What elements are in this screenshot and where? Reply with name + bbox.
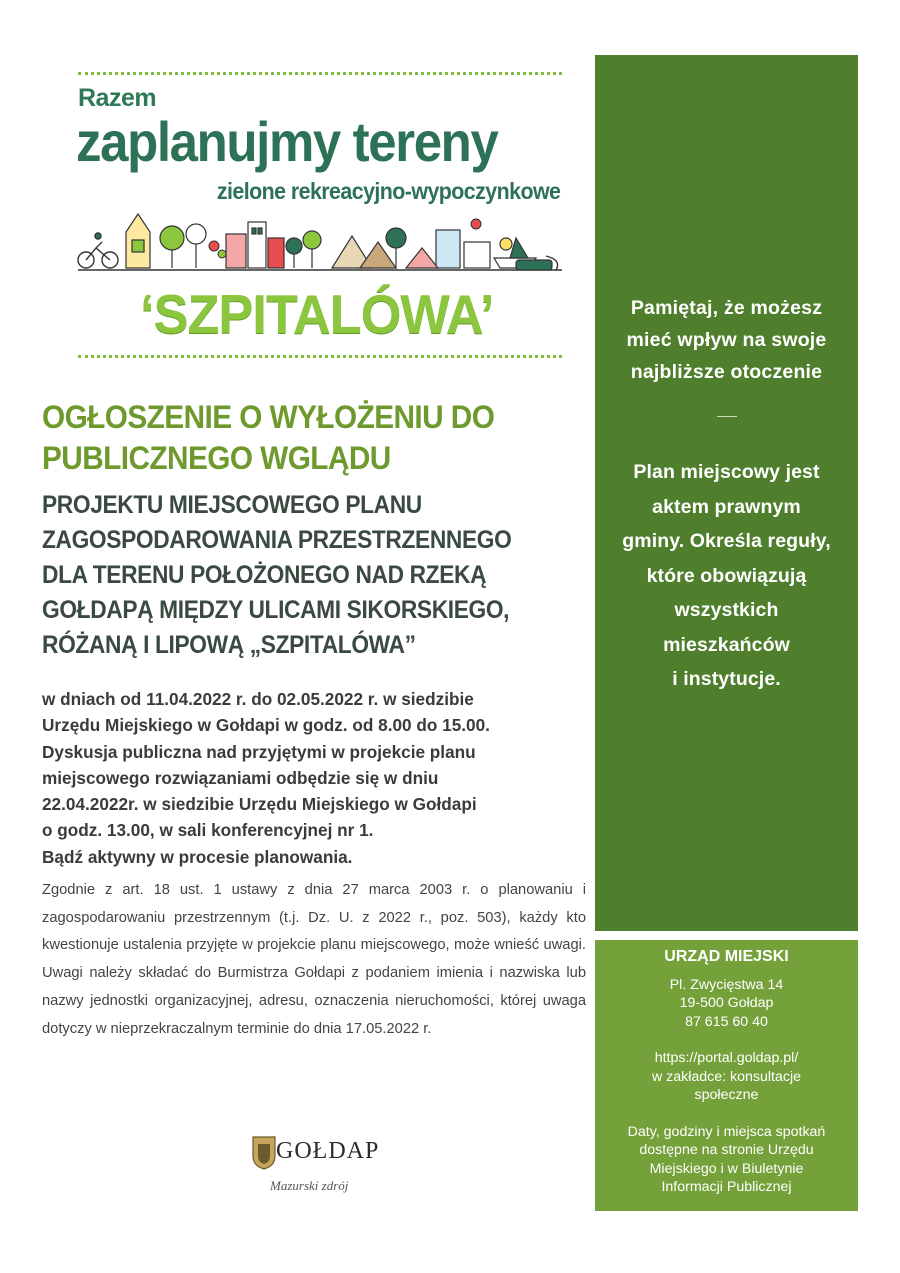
sidebar-separator xyxy=(717,416,737,417)
office-link-info xyxy=(595,1049,858,1105)
dates-line: 22.04.2022r. w siedzibie Urzędu Miejskiego w Gołdapi xyxy=(42,794,477,815)
top-dotted-divider xyxy=(78,72,562,75)
heading-line: PUBLICZNEGO WGLĄDU xyxy=(42,440,391,476)
subheading-line: GOŁDAPĄ MIĘDZY ULICAMI SIKORSKIEGO, xyxy=(42,596,510,624)
dates-line: w dniach od 11.04.2022 r. do 02.05.2022 r. w siedzibie xyxy=(42,689,474,709)
subheading-line: RÓŻANĄ I LIPOWĄ „SZPITALÓWA” xyxy=(42,631,416,659)
legal-paragraph: Zgodnie z art. 18 ust. 1 ustawy z dnia 27 marca 2003 r. o planowaniu i zagospodarowaniu przestrzennym (t.j. Dz. U. z 2022 r., poz. 503), każdy kto kwestionuje ustalenia przyjęte w projekcie planu miejscowego, może wnieść uwagi. Uwagi należy składać do Burmistrza Gołdapi z podaniem imienia i nazwiska lub nazwy jednostki organizacyjnej, adresu, oznaczenia nieruchomości, której uwaga dotyczy w nieprzekraczalnym terminie do dnia 17.05.2022 r. xyxy=(42,882,586,1037)
info-line: Miejskiego i w Biuletynie xyxy=(649,1160,804,1177)
subheading-line: ZAGOSPODAROWANIA PRZESTRZENNEGO xyxy=(42,526,512,554)
header-title: zaplanujmy tereny xyxy=(76,110,498,173)
dates-paragraph xyxy=(42,686,602,870)
sidebar-intro-line: Pamiętaj, że możesz xyxy=(630,297,823,319)
office-meeting-info xyxy=(595,1123,858,1197)
info-line: Informacji Publicznej xyxy=(661,1179,792,1195)
address-line: Pl. Zwycięstwa 14 xyxy=(669,976,784,993)
sidebar-body-line: mieszkańców xyxy=(663,633,790,656)
subheading-line: PROJEKTU MIEJSCOWEGO PLANU xyxy=(42,491,422,519)
cyclist-icon xyxy=(78,233,118,268)
sidebar-intro-line: najbliższe otoczenie xyxy=(630,361,823,383)
info-line: Daty, godziny i miejsca spotkań xyxy=(627,1123,826,1140)
header-kicker: Razem xyxy=(78,84,157,112)
announcement-subheading xyxy=(42,488,552,663)
bottom-dotted-divider xyxy=(78,355,562,358)
sidebar-intro-line: mieć wpływ na swoje xyxy=(626,329,827,351)
shield-icon xyxy=(252,1136,276,1170)
portal-link[interactable]: https://portal.goldap.pl/ xyxy=(654,1050,799,1066)
link-note-line: w zakładce: konsultacje xyxy=(651,1068,802,1085)
sidebar-body-line: i instytucje. xyxy=(672,668,781,690)
office-address xyxy=(595,976,858,1032)
area-name-title: ‘SZPITALÓWA’ xyxy=(140,283,494,345)
office-contact-box xyxy=(595,940,858,1211)
logo-name: GOŁDAP xyxy=(276,1138,380,1164)
header-subtitle: zielone rekreacyjno-wypoczynkowe xyxy=(216,178,560,204)
link-note-line: społeczne xyxy=(694,1087,759,1103)
info-line: dostępne na stronie Urzędu xyxy=(639,1142,814,1158)
sidebar-body-line: gminy. Określa reguły, xyxy=(622,530,831,552)
sidebar-body xyxy=(595,455,858,697)
address-line: 19-500 Gołdap xyxy=(679,995,774,1011)
sidebar-body-line: aktem prawnym xyxy=(652,495,801,518)
sidebar-body-line: Plan miejscowy jest xyxy=(633,461,820,483)
sidebar-intro xyxy=(595,292,858,388)
dates-line: miejscowego rozwiązaniami odbędzie się w dniu xyxy=(42,767,439,788)
announcement-heading xyxy=(42,397,544,479)
mountains-icon xyxy=(332,236,438,268)
dates-line: Urzędu Miejskiego w Gołdapi w godz. od 8.00 do 15.00. xyxy=(42,715,490,736)
city-green-illustration xyxy=(76,208,564,284)
subheading-line: DLA TERENU POŁOŻONEGO NAD RZEKĄ xyxy=(42,561,487,589)
office-title: URZĄD MIEJSKI xyxy=(664,948,789,965)
goldap-logo xyxy=(252,1134,402,1204)
sidebar-body-line: które obowiązują xyxy=(646,564,807,587)
dates-line: o godz. 13.00, w sali konferencyjnej nr 1. xyxy=(42,820,374,841)
boat-bus-icon xyxy=(494,238,552,270)
info-sidebar xyxy=(595,55,858,931)
phone-number: 87 615 60 40 xyxy=(685,1013,768,1030)
dates-line: Bądź aktywny w procesie planowania. xyxy=(42,846,353,867)
logo-tagline: Mazurski zdrój xyxy=(270,1178,349,1193)
dates-line: Dyskusja publiczna nad przyjętymi w projekcie planu xyxy=(42,741,476,762)
sidebar-body-line: wszystkich xyxy=(674,599,779,621)
heading-line: OGŁOSZENIE O WYŁOŻENIU DO xyxy=(42,399,495,435)
